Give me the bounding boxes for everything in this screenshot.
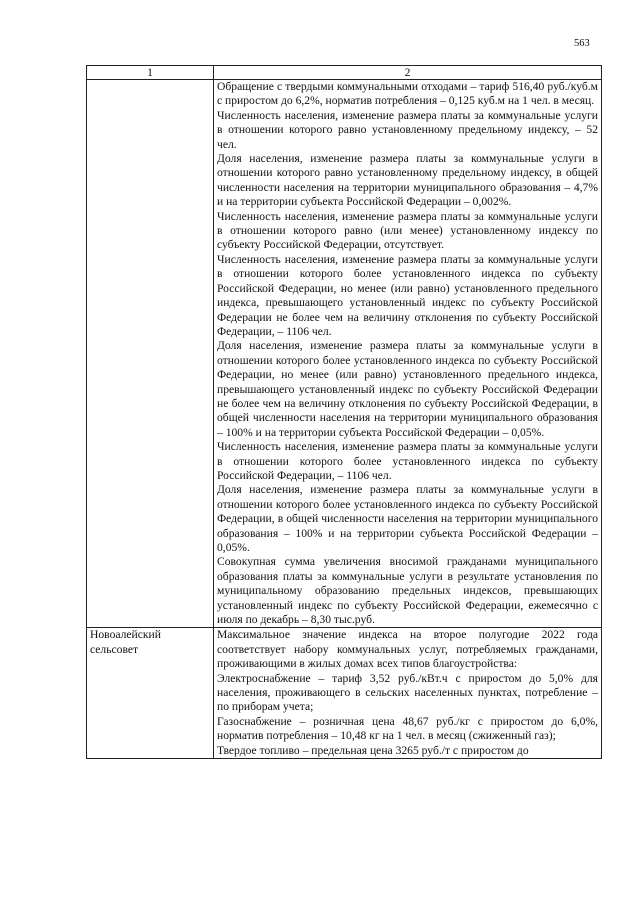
paragraph: Электроснабжение – тариф 3,52 руб./кВт.ч с приростом до 5,0% для населения, проживающего в сельских населенных пунктах, потребление – по приборам учета; [217,671,598,714]
row-content [214,628,602,759]
paragraph: Численность населения, изменение размера платы за коммунальные услуги в отношении которого равно (или менее) установленному индексу по субъекту Российской Федерации, отсутствует. [217,209,598,252]
paragraph: Доля населения, изменение размера платы за коммунальные услуги в отношении которого более установленного индекса по субъекту Российской Федерации, в общей численности населения на территории муниципального образования – 100% и на территории субъекта Российской Федерации – 0,05%. [217,483,598,554]
paragraph: Максимальное значение индекса на второе полугодие 2022 года соответствует набору коммунальных услуг, потребляемых гражданами, проживающими в жилых домах всех типов благоустройства: [217,628,598,671]
paragraph: Обращение с твердыми коммунальными отходами – тариф 516,40 руб./куб.м с приростом до 6,2%, норматив потребления – 0,125 куб.м на 1 чел. в месяц. [217,80,598,108]
table-row [87,628,602,759]
table-header-row [87,66,602,80]
column-header-1: 1 [87,66,214,80]
table-row [87,80,602,628]
paragraph: Газоснабжение – розничная цена 48,67 руб./кг с приростом до 6,0%, норматив потребления – 10,48 кг на 1 чел. в месяц (сжиженный газ); [217,714,598,743]
paragraph: Доля населения, изменение размера платы за коммунальные услуги в отношении которого равно установленному предельному индексу, в общей численности населения на территории муниципального образования – 4,7% и на территории субъекта Российской Федерации – 0,002%. [217,152,598,209]
paragraph: Совокупная сумма увеличения вносимой гражданами муниципального образования платы за коммунальные услуги в результате установления по муниципальному образованию предельных индексов, превышающих установленный индекс по субъекту Российской Федерации, ежемесячно с июля по декабрь – 8,30 тыс.руб. [217,555,598,627]
page-number: 563 [574,38,590,49]
row-label [87,80,214,628]
paragraph: Численность населения, изменение размера платы за коммунальные услуги в отношении которого равно установленному предельному индексу, – 52 чел. [217,108,598,151]
row-label: Новоалейский сельсовет [87,628,214,759]
paragraph: Численность населения, изменение размера платы за коммунальные услуги в отношении которого более установленного индекса по субъекту Российской Федерации, – 1106 чел. [217,440,598,482]
paragraph: Твердое топливо – предельная цена 3265 руб./т с приростом до [217,743,529,757]
column-header-2: 2 [214,66,602,80]
document-table [86,65,602,759]
paragraph: Численность населения, изменение размера платы за коммунальные услуги в отношении которого более установленного индекса по субъекту Российской Федерации, но менее (или равно) установленного предельного индекса, превышающего установленный индекс по субъекту Российской Федерации не более чем на величину отклонения по субъекту Российской Федерации, – 1106 чел. [217,252,598,338]
row-content [214,80,602,628]
paragraph: Доля населения, изменение размера платы за коммунальные услуги в отношении которого более установленного индекса по субъекту Российской Федерации, но менее (или равно) установленного предельного индекса, превышающего установленный индекс по субъекту Российской Федерации не более чем на величину отклонения по субъекту Российской Федерации, в общей численности населения на территории муниципального образования – 100% и на территории субъекта Российской Федерации – 0,05%. [217,339,598,439]
